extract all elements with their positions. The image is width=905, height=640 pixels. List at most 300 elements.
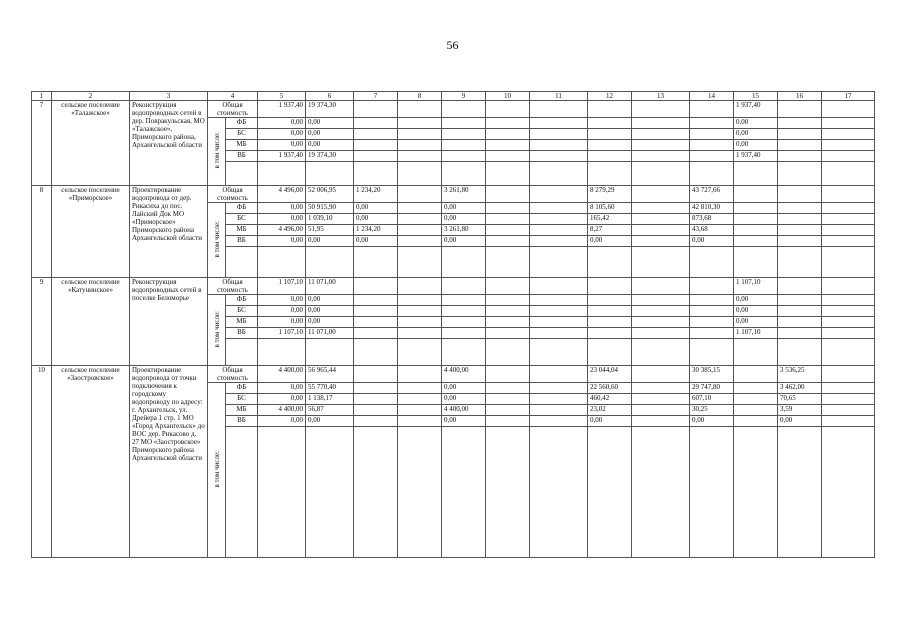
value-c10 — [486, 225, 530, 236]
value-c11 — [530, 394, 588, 405]
value-c16 — [778, 129, 822, 140]
column-number-11: 11 — [530, 92, 588, 101]
value-c9 — [442, 151, 486, 162]
column-number-14: 14 — [690, 92, 734, 101]
value-c8 — [398, 295, 442, 306]
value-c16: 70,65 — [778, 394, 822, 405]
value-c13 — [632, 306, 690, 317]
value-c15 — [734, 416, 778, 427]
value-c17 — [822, 394, 875, 405]
settlement-name: сельское поселение «Заостровское» — [52, 366, 130, 558]
filler-cell — [778, 162, 822, 186]
total-c5: 4 496,00 — [258, 186, 306, 203]
total-cost-label: Общая стоимость — [208, 186, 258, 203]
value-c10 — [486, 306, 530, 317]
total-c9: 4 400,00 — [442, 366, 486, 383]
filler-cell — [354, 247, 398, 278]
total-c16: 3 536,25 — [778, 366, 822, 383]
value-c7 — [354, 328, 398, 339]
filler-cell — [690, 427, 734, 558]
total-c15: 1 937,40 — [734, 101, 778, 118]
value-c7 — [354, 129, 398, 140]
value-c16: 3,59 — [778, 405, 822, 416]
column-number-9: 9 — [442, 92, 486, 101]
total-c13 — [632, 366, 690, 383]
including-label-text: в том числе: — [212, 450, 221, 488]
total-c8 — [398, 366, 442, 383]
total-c15: 1 107,10 — [734, 278, 778, 295]
value-c6: 50 915,90 — [306, 203, 354, 214]
value-c11 — [530, 118, 588, 129]
value-c11 — [530, 306, 588, 317]
budget-source: ФБ — [226, 203, 258, 214]
budget-source: МБ — [226, 140, 258, 151]
value-c10 — [486, 151, 530, 162]
value-c13 — [632, 225, 690, 236]
value-c17 — [822, 328, 875, 339]
value-c13 — [632, 383, 690, 394]
value-c15 — [734, 214, 778, 225]
value-c7 — [354, 317, 398, 328]
total-c5: 1 937,40 — [258, 101, 306, 118]
total-c13 — [632, 101, 690, 118]
value-c5: 0,00 — [258, 118, 306, 129]
value-c10 — [486, 317, 530, 328]
value-c8 — [398, 328, 442, 339]
column-number-7: 7 — [354, 92, 398, 101]
value-c10 — [486, 214, 530, 225]
value-c7 — [354, 394, 398, 405]
filler-cell — [226, 427, 258, 558]
column-number-4: 4 — [208, 92, 258, 101]
filler-cell — [398, 247, 442, 278]
value-c8 — [398, 140, 442, 151]
value-c6: 0,00 — [306, 129, 354, 140]
total-c9 — [442, 278, 486, 295]
filler-cell — [734, 427, 778, 558]
column-number-17: 17 — [822, 92, 875, 101]
total-cost-label: Общая стоимость — [208, 101, 258, 118]
value-c6: 1 138,17 — [306, 394, 354, 405]
column-number-1: 1 — [32, 92, 52, 101]
value-c5: 4 400,00 — [258, 405, 306, 416]
value-c9 — [442, 118, 486, 129]
value-c14 — [690, 129, 734, 140]
value-c6: 0,00 — [306, 306, 354, 317]
value-c7 — [354, 140, 398, 151]
value-c16 — [778, 295, 822, 306]
value-c5: 0,00 — [258, 236, 306, 247]
total-c12 — [588, 278, 632, 295]
value-c13 — [632, 394, 690, 405]
value-c14: 43,68 — [690, 225, 734, 236]
value-c10 — [486, 328, 530, 339]
budget-source: ВБ — [226, 328, 258, 339]
value-c16 — [778, 203, 822, 214]
filler-cell — [486, 247, 530, 278]
value-c17 — [822, 118, 875, 129]
value-c11 — [530, 328, 588, 339]
value-c7 — [354, 295, 398, 306]
total-c11 — [530, 101, 588, 118]
filler-cell — [306, 162, 354, 186]
value-c5: 0,00 — [258, 416, 306, 427]
filler-cell — [734, 339, 778, 366]
row-number: 9 — [32, 278, 52, 366]
value-c13 — [632, 140, 690, 151]
column-number-row — [32, 92, 875, 101]
budget-source: ФБ — [226, 295, 258, 306]
value-c10 — [486, 236, 530, 247]
filler-cell — [530, 162, 588, 186]
filler-cell — [530, 247, 588, 278]
value-c5: 0,00 — [258, 383, 306, 394]
total-c6: 52 006,95 — [306, 186, 354, 203]
table-row — [32, 101, 875, 118]
value-c7 — [354, 118, 398, 129]
value-c14 — [690, 328, 734, 339]
value-c15: 1 107,10 — [734, 328, 778, 339]
filler-cell — [588, 247, 632, 278]
filler-cell — [822, 427, 875, 558]
value-c10 — [486, 118, 530, 129]
filler-cell — [632, 339, 690, 366]
total-c16 — [778, 186, 822, 203]
including-label — [208, 118, 226, 186]
value-c11 — [530, 383, 588, 394]
column-number-2: 2 — [52, 92, 130, 101]
filler-cell — [398, 339, 442, 366]
settlement-name: сельское поселение «Талажское» — [52, 101, 130, 186]
value-c8 — [398, 203, 442, 214]
value-c9: 0,00 — [442, 236, 486, 247]
filler-cell — [398, 427, 442, 558]
total-c14: 43 727,66 — [690, 186, 734, 203]
value-c13 — [632, 236, 690, 247]
total-c9 — [442, 101, 486, 118]
value-c7: 0,00 — [354, 203, 398, 214]
filler-cell — [690, 339, 734, 366]
value-c16: 0,00 — [778, 416, 822, 427]
value-c12: 22 560,60 — [588, 383, 632, 394]
filler-cell — [258, 339, 306, 366]
value-c10 — [486, 383, 530, 394]
value-c11 — [530, 225, 588, 236]
filler-cell — [690, 162, 734, 186]
total-c7 — [354, 278, 398, 295]
value-c8 — [398, 118, 442, 129]
value-c14: 0,00 — [690, 236, 734, 247]
filler-cell — [778, 339, 822, 366]
value-c11 — [530, 214, 588, 225]
value-c7: 0,00 — [354, 214, 398, 225]
value-c9: 0,00 — [442, 416, 486, 427]
row-number: 10 — [32, 366, 52, 558]
filler-cell — [398, 162, 442, 186]
value-c17 — [822, 225, 875, 236]
value-c10 — [486, 394, 530, 405]
value-c13 — [632, 317, 690, 328]
value-c16 — [778, 214, 822, 225]
value-c17 — [822, 129, 875, 140]
value-c7 — [354, 306, 398, 317]
row-number: 8 — [32, 186, 52, 278]
filler-cell — [690, 247, 734, 278]
value-c16 — [778, 317, 822, 328]
value-c17 — [822, 236, 875, 247]
table-row — [32, 366, 875, 383]
value-c14 — [690, 118, 734, 129]
value-c13 — [632, 203, 690, 214]
total-c7 — [354, 101, 398, 118]
total-c7: 1 234,20 — [354, 186, 398, 203]
value-c15: 0,00 — [734, 317, 778, 328]
value-c11 — [530, 140, 588, 151]
financing-table — [31, 91, 875, 558]
value-c7 — [354, 405, 398, 416]
filler-cell — [258, 427, 306, 558]
total-c5: 1 107,10 — [258, 278, 306, 295]
value-c15: 0,00 — [734, 118, 778, 129]
budget-source: МБ — [226, 317, 258, 328]
column-number-6: 6 — [306, 92, 354, 101]
filler-cell — [226, 162, 258, 186]
value-c14: 0,00 — [690, 416, 734, 427]
value-c14 — [690, 295, 734, 306]
value-c15: 0,00 — [734, 140, 778, 151]
total-c16 — [778, 101, 822, 118]
value-c13 — [632, 416, 690, 427]
value-c6: 0,00 — [306, 236, 354, 247]
value-c12 — [588, 129, 632, 140]
value-c5: 0,00 — [258, 394, 306, 405]
value-c13 — [632, 295, 690, 306]
filler-cell — [354, 427, 398, 558]
value-c6: 56,87 — [306, 405, 354, 416]
filler-cell — [588, 162, 632, 186]
budget-source: МБ — [226, 405, 258, 416]
value-c7: 0,00 — [354, 236, 398, 247]
budget-source: БС — [226, 394, 258, 405]
filler-cell — [442, 427, 486, 558]
filler-cell — [306, 339, 354, 366]
value-c8 — [398, 317, 442, 328]
total-c17 — [822, 101, 875, 118]
value-c5: 0,00 — [258, 306, 306, 317]
value-c5: 1 107,10 — [258, 328, 306, 339]
value-c13 — [632, 328, 690, 339]
value-c15 — [734, 383, 778, 394]
value-c10 — [486, 405, 530, 416]
value-c5: 4 496,00 — [258, 225, 306, 236]
total-c11 — [530, 366, 588, 383]
value-c8 — [398, 214, 442, 225]
filler-cell — [486, 339, 530, 366]
value-c6: 51,95 — [306, 225, 354, 236]
value-c8 — [398, 151, 442, 162]
row-number: 7 — [32, 101, 52, 186]
value-c12: 8 105,60 — [588, 203, 632, 214]
value-c11 — [530, 151, 588, 162]
object-name: Проектирование водопровода от дер. Рикасиха до пос. Лайский Док МО «Приморское» Приморского района Архангельской области — [130, 186, 208, 278]
value-c16 — [778, 236, 822, 247]
budget-source: МБ — [226, 225, 258, 236]
value-c13 — [632, 214, 690, 225]
total-c12 — [588, 101, 632, 118]
total-c15 — [734, 186, 778, 203]
filler-cell — [306, 247, 354, 278]
value-c9: 4 400,00 — [442, 405, 486, 416]
value-c10 — [486, 203, 530, 214]
value-c9 — [442, 306, 486, 317]
value-c15 — [734, 394, 778, 405]
column-number-10: 10 — [486, 92, 530, 101]
value-c5: 0,00 — [258, 129, 306, 140]
filler-cell — [258, 162, 306, 186]
including-label — [208, 295, 226, 366]
budget-source: БС — [226, 214, 258, 225]
value-c15 — [734, 203, 778, 214]
value-c10 — [486, 416, 530, 427]
value-c15 — [734, 225, 778, 236]
value-c6: 11 071,00 — [306, 328, 354, 339]
value-c16 — [778, 151, 822, 162]
filler-cell — [530, 339, 588, 366]
object-name: Реконструкция водопроводных сетей в дер. Повракульская, МО «Талажское», Приморского района, Архангельской области — [130, 101, 208, 186]
value-c14: 42 810,30 — [690, 203, 734, 214]
total-c10 — [486, 366, 530, 383]
filler-cell — [734, 162, 778, 186]
value-c12 — [588, 317, 632, 328]
value-c7: 1 234,20 — [354, 225, 398, 236]
total-c15 — [734, 366, 778, 383]
total-c10 — [486, 101, 530, 118]
value-c14 — [690, 306, 734, 317]
budget-source: ФБ — [226, 383, 258, 394]
filler-cell — [588, 427, 632, 558]
filler-cell — [354, 339, 398, 366]
value-c16 — [778, 140, 822, 151]
value-c5: 0,00 — [258, 140, 306, 151]
total-c17 — [822, 186, 875, 203]
total-c14: 30 385,15 — [690, 366, 734, 383]
column-number-8: 8 — [398, 92, 442, 101]
value-c8 — [398, 394, 442, 405]
filler-cell — [226, 339, 258, 366]
value-c17 — [822, 405, 875, 416]
value-c17 — [822, 383, 875, 394]
value-c14: 607,10 — [690, 394, 734, 405]
value-c11 — [530, 295, 588, 306]
including-label-text: в том числе: — [212, 220, 221, 258]
total-c10 — [486, 186, 530, 203]
filler-cell — [226, 247, 258, 278]
value-c17 — [822, 416, 875, 427]
table-row — [32, 186, 875, 203]
settlement-name: сельское поселение «Катунинское» — [52, 278, 130, 366]
value-c6: 0,00 — [306, 317, 354, 328]
filler-cell — [442, 339, 486, 366]
total-cost-label: Общая стоимость — [208, 278, 258, 295]
value-c8 — [398, 129, 442, 140]
total-c13 — [632, 186, 690, 203]
value-c11 — [530, 416, 588, 427]
table-body — [32, 92, 875, 558]
value-c16 — [778, 328, 822, 339]
value-c14: 30,25 — [690, 405, 734, 416]
filler-cell — [778, 247, 822, 278]
value-c9: 3 261,80 — [442, 225, 486, 236]
value-c16 — [778, 225, 822, 236]
value-c16 — [778, 118, 822, 129]
total-c9: 3 261,80 — [442, 186, 486, 203]
value-c16 — [778, 306, 822, 317]
budget-source: ВБ — [226, 236, 258, 247]
total-c12: 23 044,04 — [588, 366, 632, 383]
value-c6: 55 770,40 — [306, 383, 354, 394]
value-c14 — [690, 140, 734, 151]
filler-cell — [530, 427, 588, 558]
value-c9: 0,00 — [442, 383, 486, 394]
total-cost-label: Общая стоимость — [208, 366, 258, 383]
value-c14: 873,68 — [690, 214, 734, 225]
value-c7 — [354, 151, 398, 162]
filler-cell — [588, 339, 632, 366]
total-c14 — [690, 278, 734, 295]
value-c15: 0,00 — [734, 129, 778, 140]
filler-cell — [442, 162, 486, 186]
value-c17 — [822, 317, 875, 328]
page-number: 56 — [446, 38, 459, 52]
filler-cell — [632, 427, 690, 558]
column-number-15: 15 — [734, 92, 778, 101]
column-number-12: 12 — [588, 92, 632, 101]
value-c6: 0,00 — [306, 416, 354, 427]
value-c9 — [442, 295, 486, 306]
value-c11 — [530, 203, 588, 214]
value-c9 — [442, 129, 486, 140]
filler-cell — [734, 247, 778, 278]
value-c14: 29 747,80 — [690, 383, 734, 394]
value-c17 — [822, 203, 875, 214]
value-c10 — [486, 129, 530, 140]
value-c12: 460,42 — [588, 394, 632, 405]
budget-source: ФБ — [226, 118, 258, 129]
value-c17 — [822, 295, 875, 306]
total-c8 — [398, 186, 442, 203]
value-c9: 0,00 — [442, 394, 486, 405]
value-c5: 0,00 — [258, 295, 306, 306]
value-c9: 0,00 — [442, 203, 486, 214]
value-c8 — [398, 306, 442, 317]
filler-cell — [632, 162, 690, 186]
filler-cell — [442, 247, 486, 278]
value-c7 — [354, 383, 398, 394]
value-c9: 0,00 — [442, 214, 486, 225]
budget-source: БС — [226, 129, 258, 140]
value-c5: 1 937,40 — [258, 151, 306, 162]
total-c6: 11 071,00 — [306, 278, 354, 295]
filler-cell — [486, 162, 530, 186]
value-c13 — [632, 129, 690, 140]
value-c10 — [486, 140, 530, 151]
value-c8 — [398, 225, 442, 236]
value-c12: 165,42 — [588, 214, 632, 225]
value-c14 — [690, 151, 734, 162]
value-c12 — [588, 140, 632, 151]
column-number-16: 16 — [778, 92, 822, 101]
value-c9 — [442, 317, 486, 328]
